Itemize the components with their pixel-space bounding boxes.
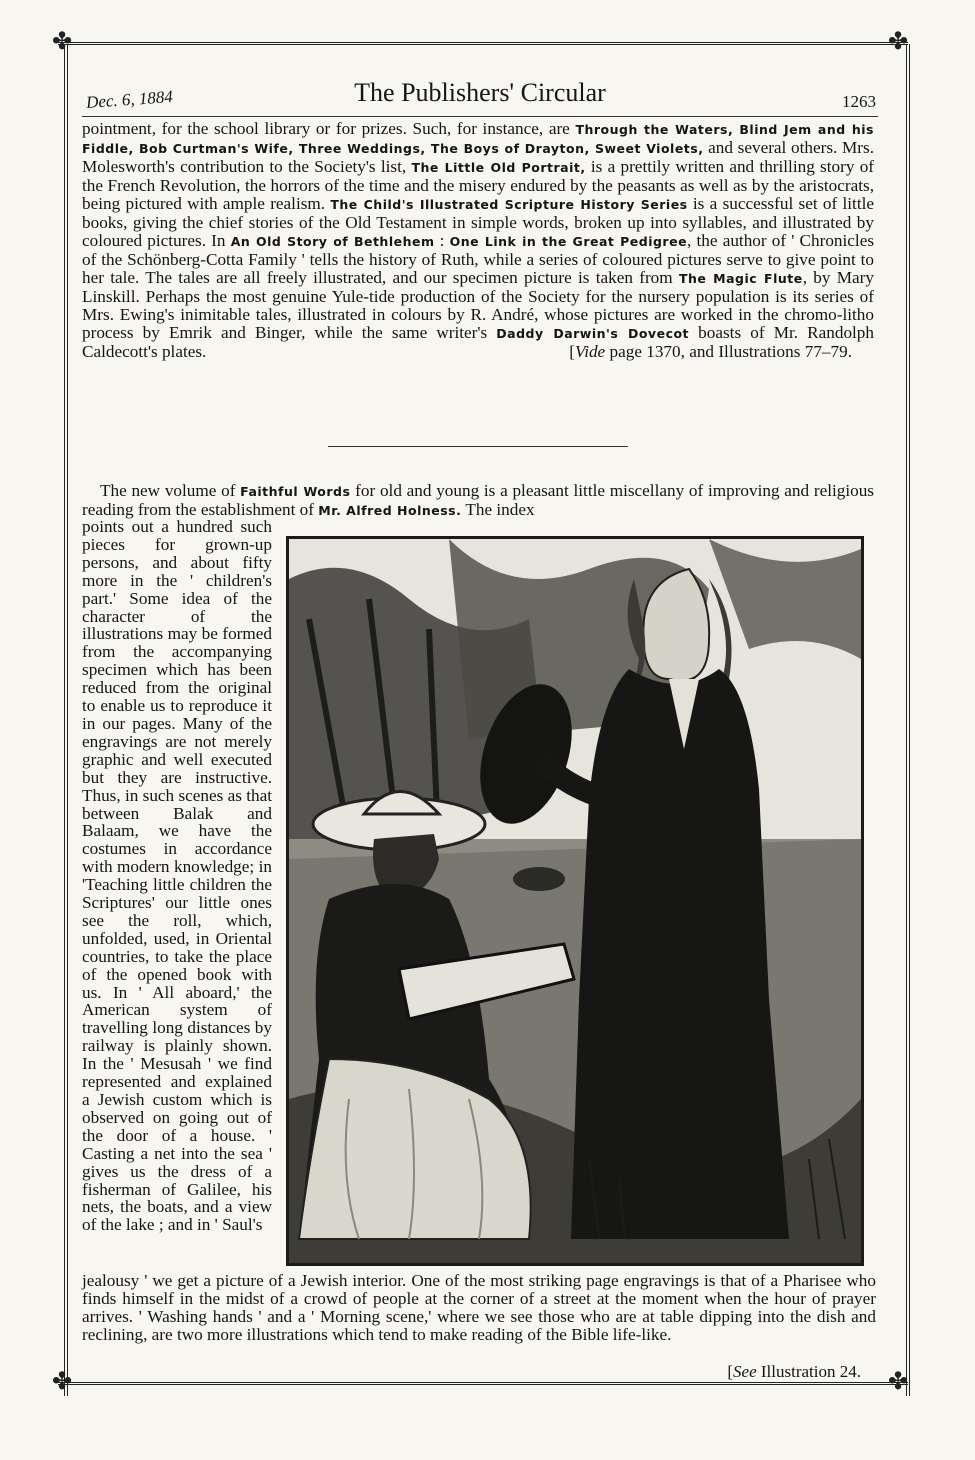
engraving-illustration	[286, 536, 864, 1266]
review-paragraph-1: pointment, for the school library or for prizes. Such, for instance, are Through the Waters, Blind Jem and his Fiddle, Bob Curtman's Wife, Three Weddings, The Boys of Drayton, Sweet Violets, and several others. Mrs. Molesworth's contribution to the Society's list, The Little Old Portrait, is a prettily written and thrilling story of the French Revolution, the horrors of the time and the misery endured by the peasants as well as by the aristocrats, being pictured with ample realism. The Child's Illustrated Scripture History Series is a successful set of little books, giving the chief stories of the Old Testament in simple words, broken up into syllables, and illustrated by coloured pictures. In An Old Story of Bethlehem : One Link in the Great Pedigree, the author of ' Chronicles of the Schönberg-Cotta Family ' tells the history of Ruth, while a series of coloured pictures serve to give point to her tale. The tales are all freely illustrated, and our specimen picture is taken from The Magic Flute, by Mary Linskill. Perhaps the most genuine Yule-tide production of the Society for the nursery population is its series of Mrs. Ewing's inimitable tales, illustrated in colours by R. André, whose pictures are worked in the chromo-litho process by Emrik and Binger, while the same writer's Daddy Darwin's Dovecot boasts of Mr. Randolph Caldecott's plates. [Vide page 1370, and Illustrations 77–79.	[82, 119, 875, 361]
review-paragraph-2-lead: The new volume of Faithful Words for old and young is a pleasant little miscellany of improving and religious reading from the establishment of Mr. Alfred Holness. The index	[82, 481, 874, 519]
book-title: Faithful Words	[240, 484, 351, 499]
corner-ornament-icon: ✤	[52, 1369, 73, 1395]
corner-ornament-icon: ✤	[888, 1369, 909, 1395]
book-title: The Child's Illustrated Scripture History Series	[330, 197, 688, 212]
book-title: Through the Waters, Blind Jem and his Fiddle, Bob Curtman's Wife, Three Weddings, The Boys of Drayton, Sweet Violets,	[82, 122, 874, 156]
book-title: Daddy Darwin's Dovecot	[496, 326, 690, 341]
review-paragraph-2-tail: jealousy ' we get a picture of a Jewish interior. One of the most striking page engravings is that of a Pharisee who finds himself in the midst of a crowd of people at the corner of a street at the moment when the hour of prayer arrives. ' Washing hands ' and a ' Morning scene,' where we see those who are at table dipping into the dish and reclining, are two more illustrations which tend to make reading of the Bible life-like.	[82, 1271, 876, 1344]
book-title: The Magic Flute	[678, 271, 803, 286]
page-number: 1263	[842, 92, 876, 111]
publisher-name: Mr. Alfred Holness.	[318, 502, 462, 518]
review-paragraph-2-column: points out a hundred such pieces for grown-up persons, and about fifty more in the ' children's part.' Some idea of the character of the illustrations may be formed from the accompanying specimen which has been reduced from the original to enable us to reproduce it in our pages. Many of the engravings are not merely graphic and well executed but they are instructive. Thus, in such scenes as that between Balak and Balaam, we have the costumes in accordance with modern knowledge; in 'Teaching little children the Scriptures' our little ones see the roll, which, unfolded, used, in Oriental countries, to take the place of the opened book with us. In ' All aboard,' the American system of travelling long distances by railway is plainly shown. In the ' Mesusah ' we find represented and explained a Jewish custom which is observed on going out of the door of a house. ' Casting a net into the sea ' gives us the dress of a fisherman of Galilee, his nets, the boats, and a view of the lake ; and in ' Saul's	[82, 517, 272, 1235]
corner-ornament-icon: ✤	[52, 29, 73, 55]
book-title: One Link in the Great Pedigree	[449, 234, 688, 249]
header-rule	[82, 116, 878, 117]
illustration-reference: [Vide page 1370, and Illustrations 77–79.	[569, 342, 852, 361]
section-divider	[328, 446, 628, 447]
issue-date: Dec. 6, 1884	[85, 86, 174, 113]
book-title: The Little Old Portrait,	[411, 160, 586, 175]
book-title: An Old Story of Bethlehem	[230, 234, 435, 249]
illustration-reference: [See Illustration 24.	[727, 1362, 861, 1381]
engraving-artwork	[289, 539, 861, 1263]
journal-title: The Publishers' Circular	[354, 78, 606, 107]
corner-ornament-icon: ✤	[888, 29, 909, 55]
page-header	[82, 76, 878, 116]
